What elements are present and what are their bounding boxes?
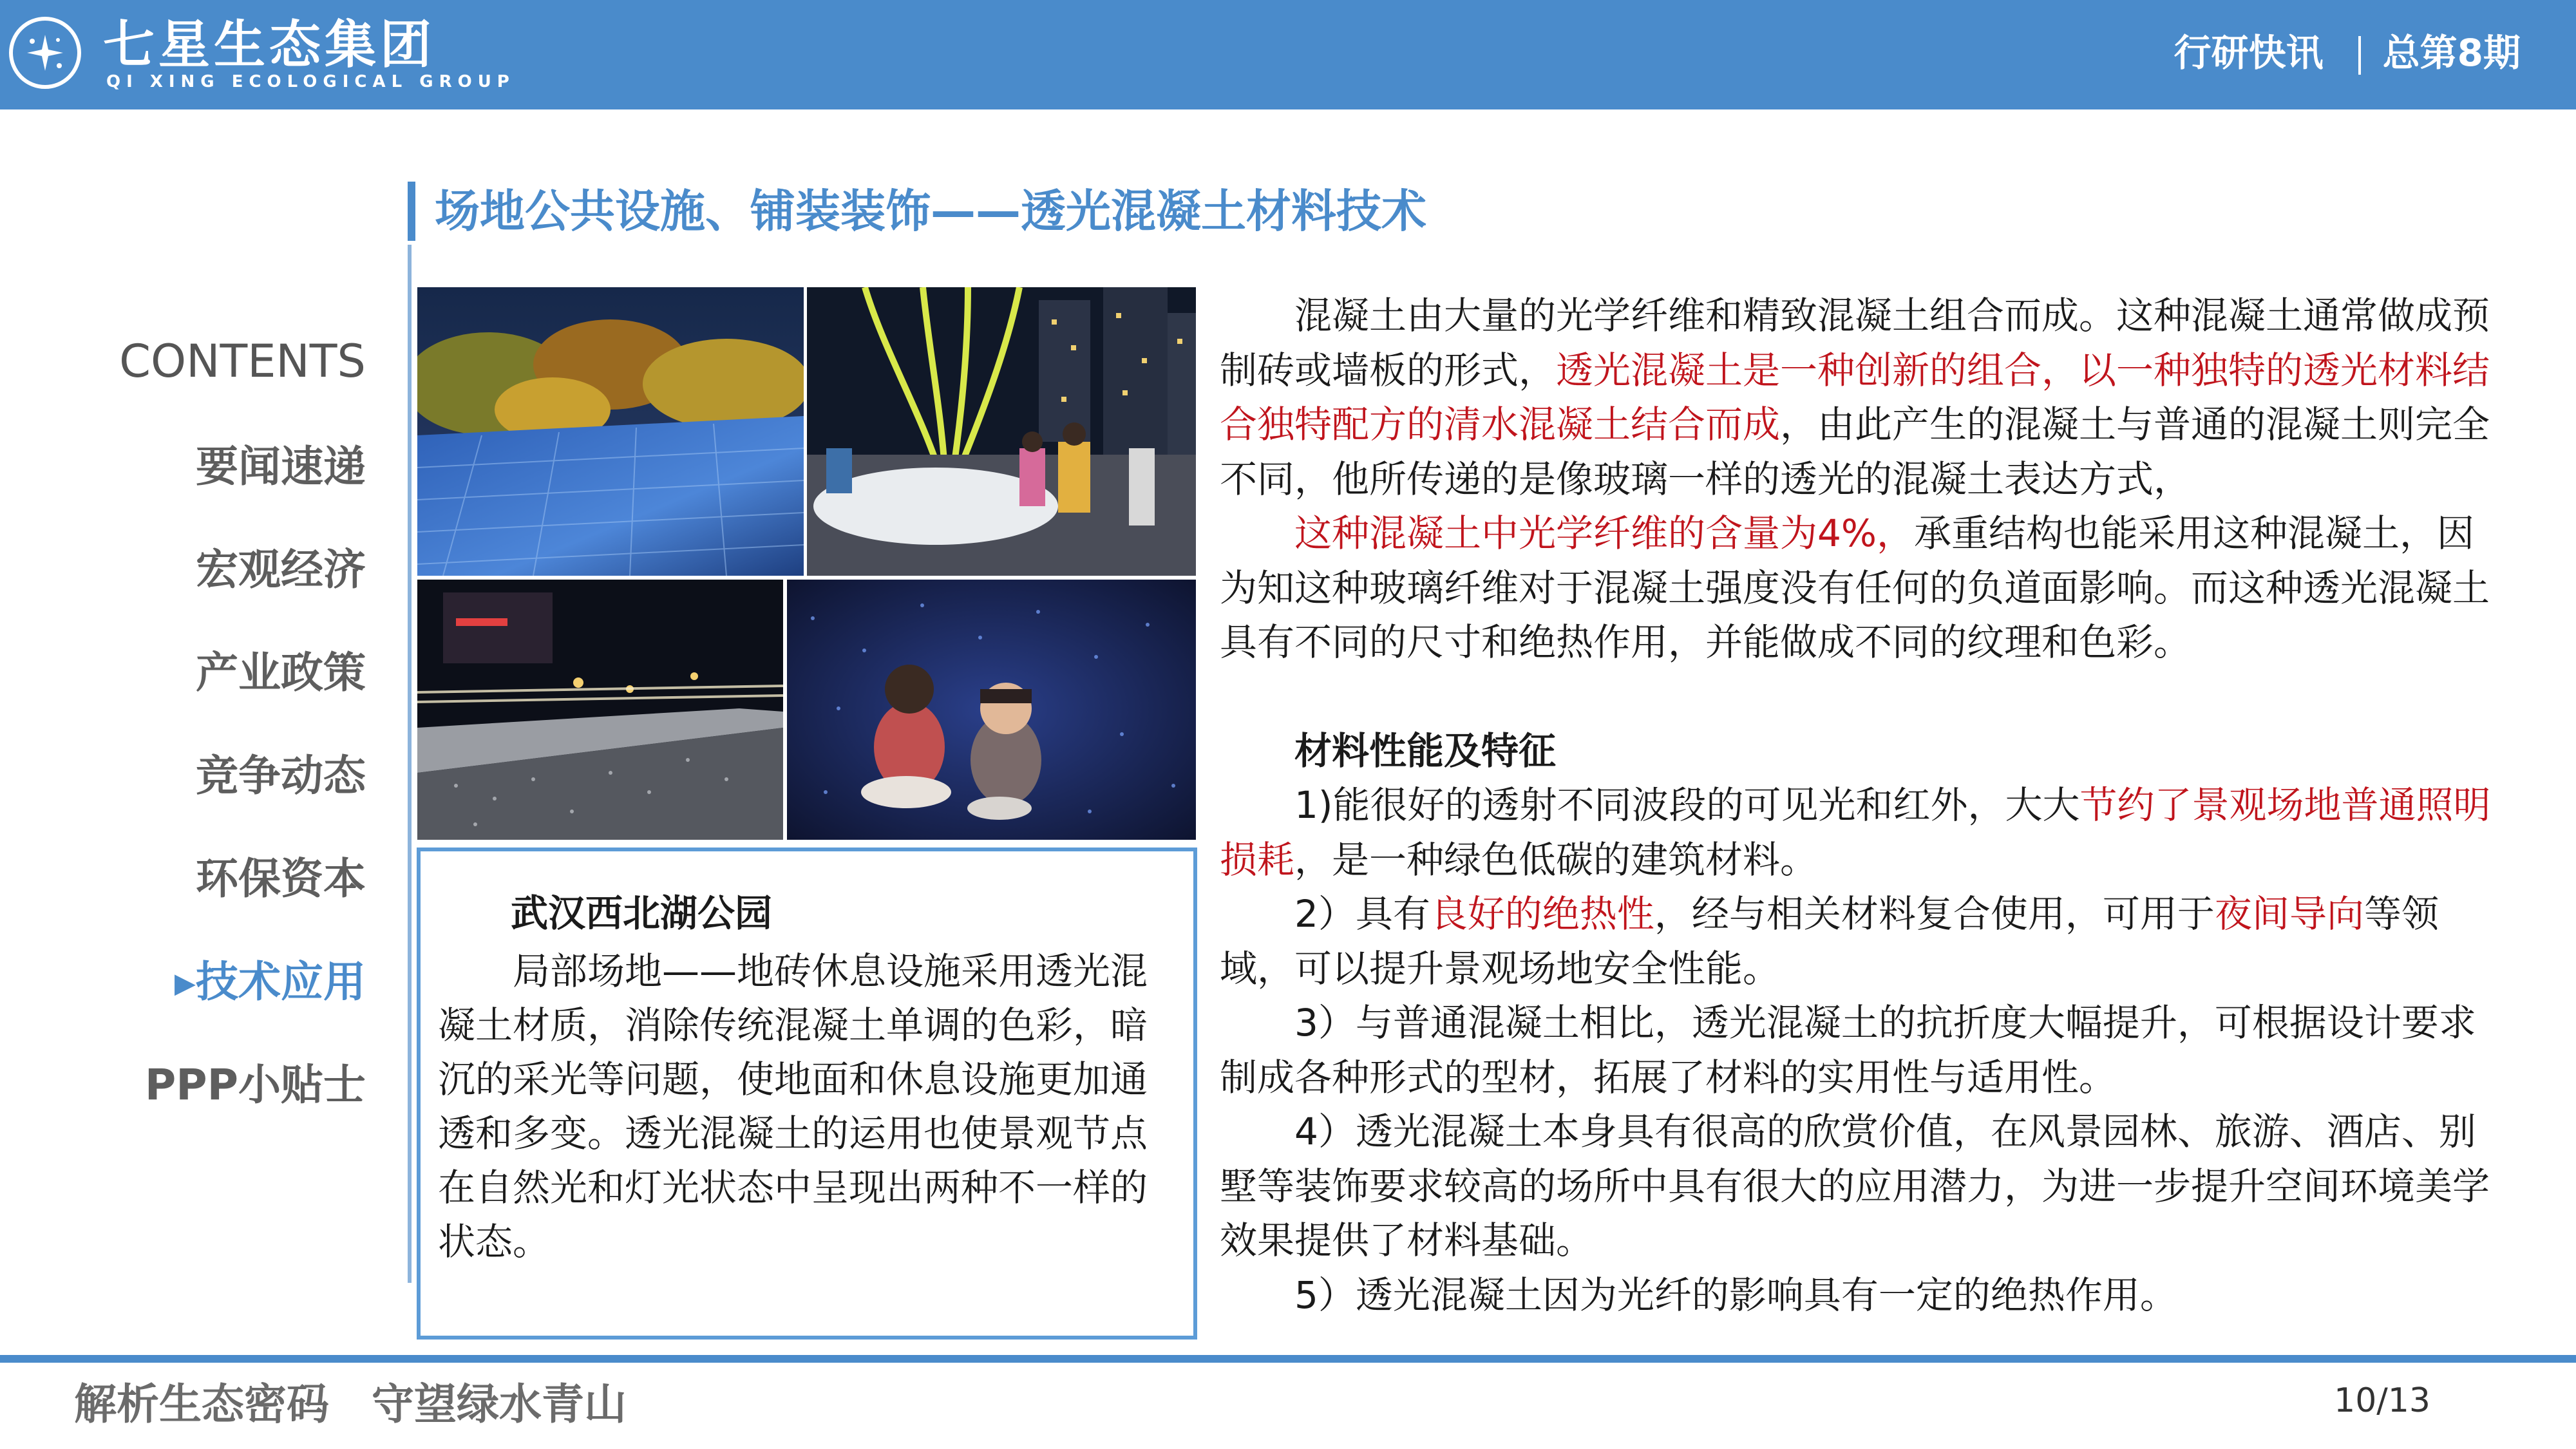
footer-divider (0, 1355, 2576, 1363)
paragraph-fiber-content (1220, 506, 2501, 670)
text-run: 1)能很好的透射不同波段的可见光和红外，大大 (1294, 783, 2080, 827)
sidebar-item-ppp-tips[interactable]: PPP小贴士 (144, 1060, 366, 1110)
text-run: ，是一种绿色低碳的建筑材料。 (1294, 837, 1818, 882)
page-number: 10/13 (2334, 1381, 2430, 1420)
sidebar-item-eco-capital[interactable]: 环保资本 (196, 854, 366, 904)
sidebar-item-news[interactable]: 要闻速递 (196, 442, 366, 491)
text-run: 等领域，可以提升景观场地安全性能。 (1220, 892, 2439, 990)
lit-bench-street-photo (417, 580, 783, 840)
glowing-tree-sculpture-photo (807, 287, 1196, 576)
footer-slogan: 解析生态密码 守望绿水青山 (74, 1379, 627, 1429)
highlight-text: 这种混凝土中光学纤维的含量为4%， (1294, 511, 1915, 555)
highlight-text: 良好的绝热性 (1430, 892, 1654, 936)
feature-4: 4）透光混凝土本身具有很高的欣赏价值，在风景园林、旅游、酒店、别墅等装饰要求较高的场所中具有很大的应用潜力，为进一步提升空间环境美学效果提供了材料基础。 (1220, 1110, 2490, 1262)
header-bar (0, 0, 2576, 109)
logo-english-name: QI XING ECOLOGICAL GROUP (106, 72, 515, 91)
article-body (1220, 289, 2501, 1322)
sidebar-item-macro-economy[interactable]: 宏观经济 (196, 545, 366, 594)
sidebar-item-tech-application[interactable]: ▸技术应用 (174, 957, 366, 1007)
feature-2 (1220, 887, 2501, 996)
highlight-text: 节约了景观场地普通照明损耗 (1220, 783, 2491, 882)
text-run: ，经与相关材料复合使用，可用于 (1654, 892, 2215, 936)
caption-text: 局部场地——地砖休息设施采用透光混凝土材质，消除传统混凝土单调的色彩，暗沉的采光等问题，使地面和休息设施更加通透和多变。透光混凝土的运用也使景观节点在自然光和灯光状态中呈现出两种不一样的状态。 (438, 949, 1148, 1264)
feature-1 (1220, 778, 2501, 887)
logo-name: 七星生态集团 (103, 15, 435, 75)
sidebar-item-competition[interactable]: 竞争动态 (196, 751, 366, 800)
logo-star-icon (9, 17, 81, 89)
feature-5: 5）透光混凝土因为光纤的影响具有一定的绝热作用。 (1294, 1273, 2177, 1317)
sidebar-item-industry-policy[interactable]: 产业政策 (196, 648, 366, 697)
caption-title: 武汉西北湖公园 (511, 891, 773, 935)
issue-label (2174, 27, 2521, 79)
page-title: 场地公共设施、铺装装饰——透光混凝土材料技术 (435, 185, 1426, 238)
highlight-text: 夜间导向 (2214, 892, 2364, 936)
title-accent-bar (408, 182, 415, 241)
text-run: 混凝土由大量的光学纤维和精致混凝土组合而成。这种混凝土通常做成预制砖或墙板的形式， (1220, 294, 2490, 392)
contents-heading: CONTENTS (119, 335, 366, 388)
text-run: 2）具有 (1294, 892, 1430, 936)
vertical-divider (408, 245, 412, 1283)
text-run: 承重结构也能采用这种混凝土，因为知这种玻璃纤维对于混凝土强度没有任何的负道面影响。而这种透光混凝土具有不同的尺寸和绝热作用，并能做成不同的纹理和色彩。 (1220, 511, 2490, 664)
divider (2358, 36, 2361, 75)
issue-number: 总第8期 (2382, 31, 2521, 75)
features-heading: 材料性能及特征 (1294, 728, 1557, 773)
paragraph-intro (1220, 289, 2501, 506)
feature-3: 3）与普通混凝土相比，透光混凝土的抗折度大幅提升，可根据设计要求制成各种形式的型材，拓展了材料的实用性与适用性。 (1220, 1001, 2476, 1099)
text-run: ，由此产生的混凝土与普通的混凝土则完全不同，他所传递的是像玻璃一样的透光的混凝土表达方式， (1220, 402, 2490, 501)
spacer (1220, 670, 2501, 724)
night-plaza-photo (417, 287, 804, 576)
children-on-glowing-pavement-photo (787, 580, 1196, 840)
newsletter-name: 行研快讯 (2174, 31, 2324, 75)
highlight-text: 透光混凝土是一种创新的组合，以一种独特的透光材料结合独特配方的清水混凝土结合而成 (1220, 348, 2490, 446)
